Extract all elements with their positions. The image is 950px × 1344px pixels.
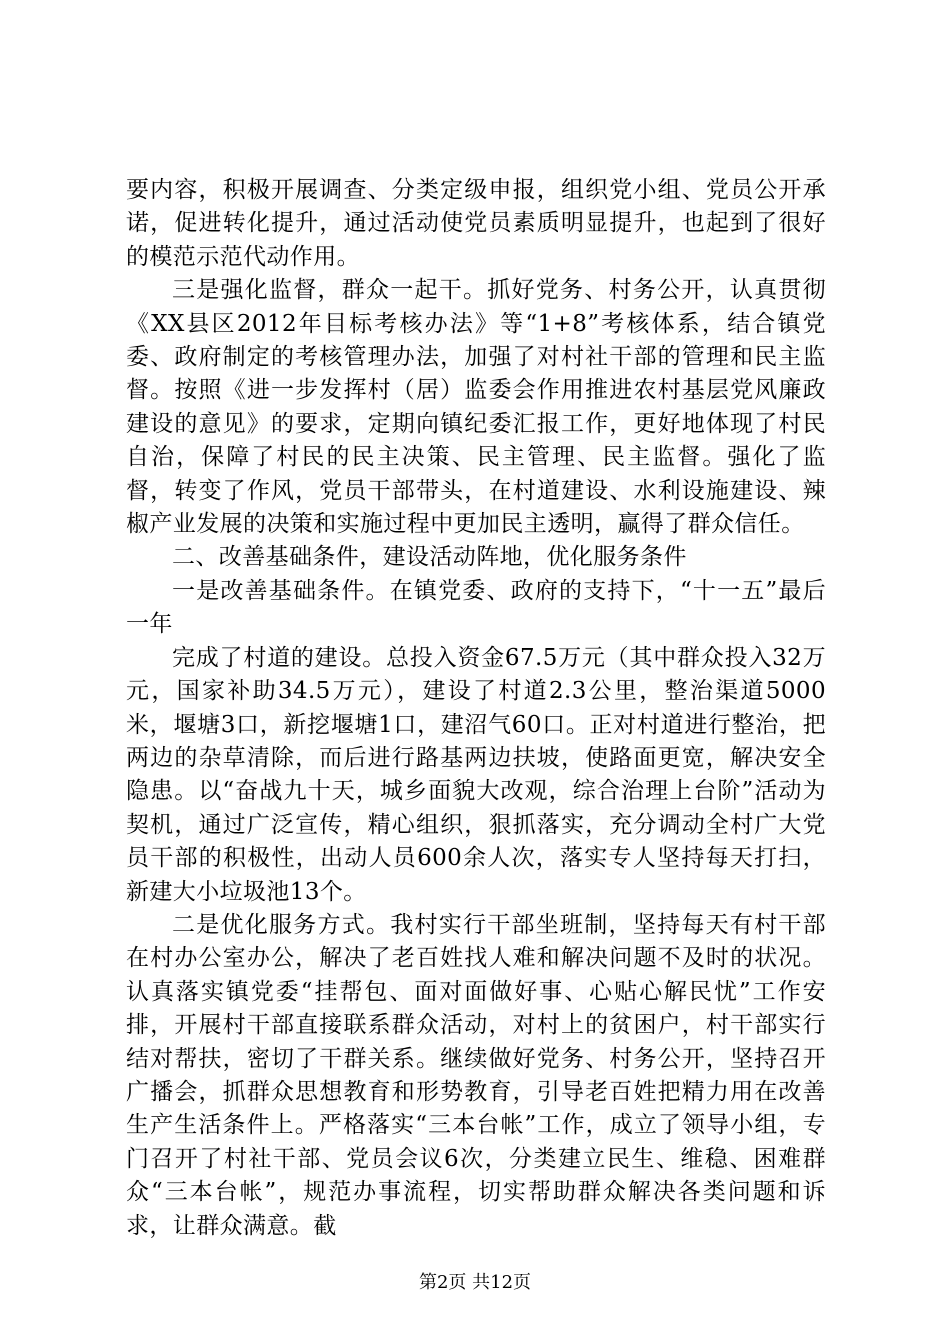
paragraph-continuation: 要内容，积极开展调查、分类定级申报，组织党小组、党员公开承诺，促进转化提升，通过活动使党员素质明显提升，也起到了很好的模范示范代动作用。 [126, 177, 826, 270]
page-number-footer: 第2页 共12页 [418, 1272, 532, 1293]
section-heading-infrastructure: 二、改善基础条件，建设活动阵地，优化服务条件 [172, 544, 687, 571]
paragraph-improve-conditions: 一是改善基础条件。在镇党委、政府的支持下，“十一五”最后一年 [126, 577, 826, 638]
paragraph-service-optimization: 二是优化服务方式。我村实行干部坐班制，坚持每天有村干部在村办公室办公，解决了老百姓找人难和解决问题不及时的状况。认真落实镇党委“挂帮包、面对面做好事、心贴心解民忧”工作安排，开展村干部直接联系群众活动，对村上的贫困户，村干部实行结对帮扶，密切了干群关系。继续做好党务、村务公开，坚持召开广播会，抓群众思想教育和形势教育，引导老百姓把精力用在改善生产生活条件上。严格落实“三本台帐”工作，成立了领导小组，专门召开了村社干部、党员会议6次，分类建立民生、维稳、困难群众“三本台帐”，规范办事流程，切实帮助群众解决各类问题和诉求，让群众满意。截 [126, 911, 826, 1239]
body-text [126, 174, 826, 1243]
paragraph-road-construction: 完成了村道的建设。总投入资金67.5万元（其中群众投入32万元，国家补助34.5万元），建设了村道2.3公里，整治渠道5000米，堰塘3口，新挖堰塘1口，建沼气60口。正对村道进行整治，把两边的杂草清除，而后进行路基两边扶坡，使路面更宽，解决安全隐患。以“奋战九十天，城乡面貌大改观，综合治理上台阶”活动为契机，通过广泛宣传，精心组织，狠抓落实，充分调动全村广大党员干部的积极性，出动人员600余人次，落实专人坚持每天打扫，新建大小垃圾池13个。 [126, 644, 826, 905]
paragraph-supervision: 三是强化监督，群众一起干。抓好党务、村务公开，认真贯彻《XX县区2012年目标考核办法》等“1+8”考核体系，结合镇党委、政府制定的考核管理办法，加强了对村社干部的管理和民主监督。按照《进一步发挥村（居）监委会作用推进农村基层党风廉政建设的意见》的要求，定期向镇纪委汇报工作，更好地体现了村民自治，保障了村民的民主决策、民主管理、民主监督。强化了监督，转变了作风，党员干部带头，在村道建设、水利设施建设、辣椒产业发展的决策和实施过程中更加民主透明，赢得了群众信任。 [126, 277, 826, 538]
